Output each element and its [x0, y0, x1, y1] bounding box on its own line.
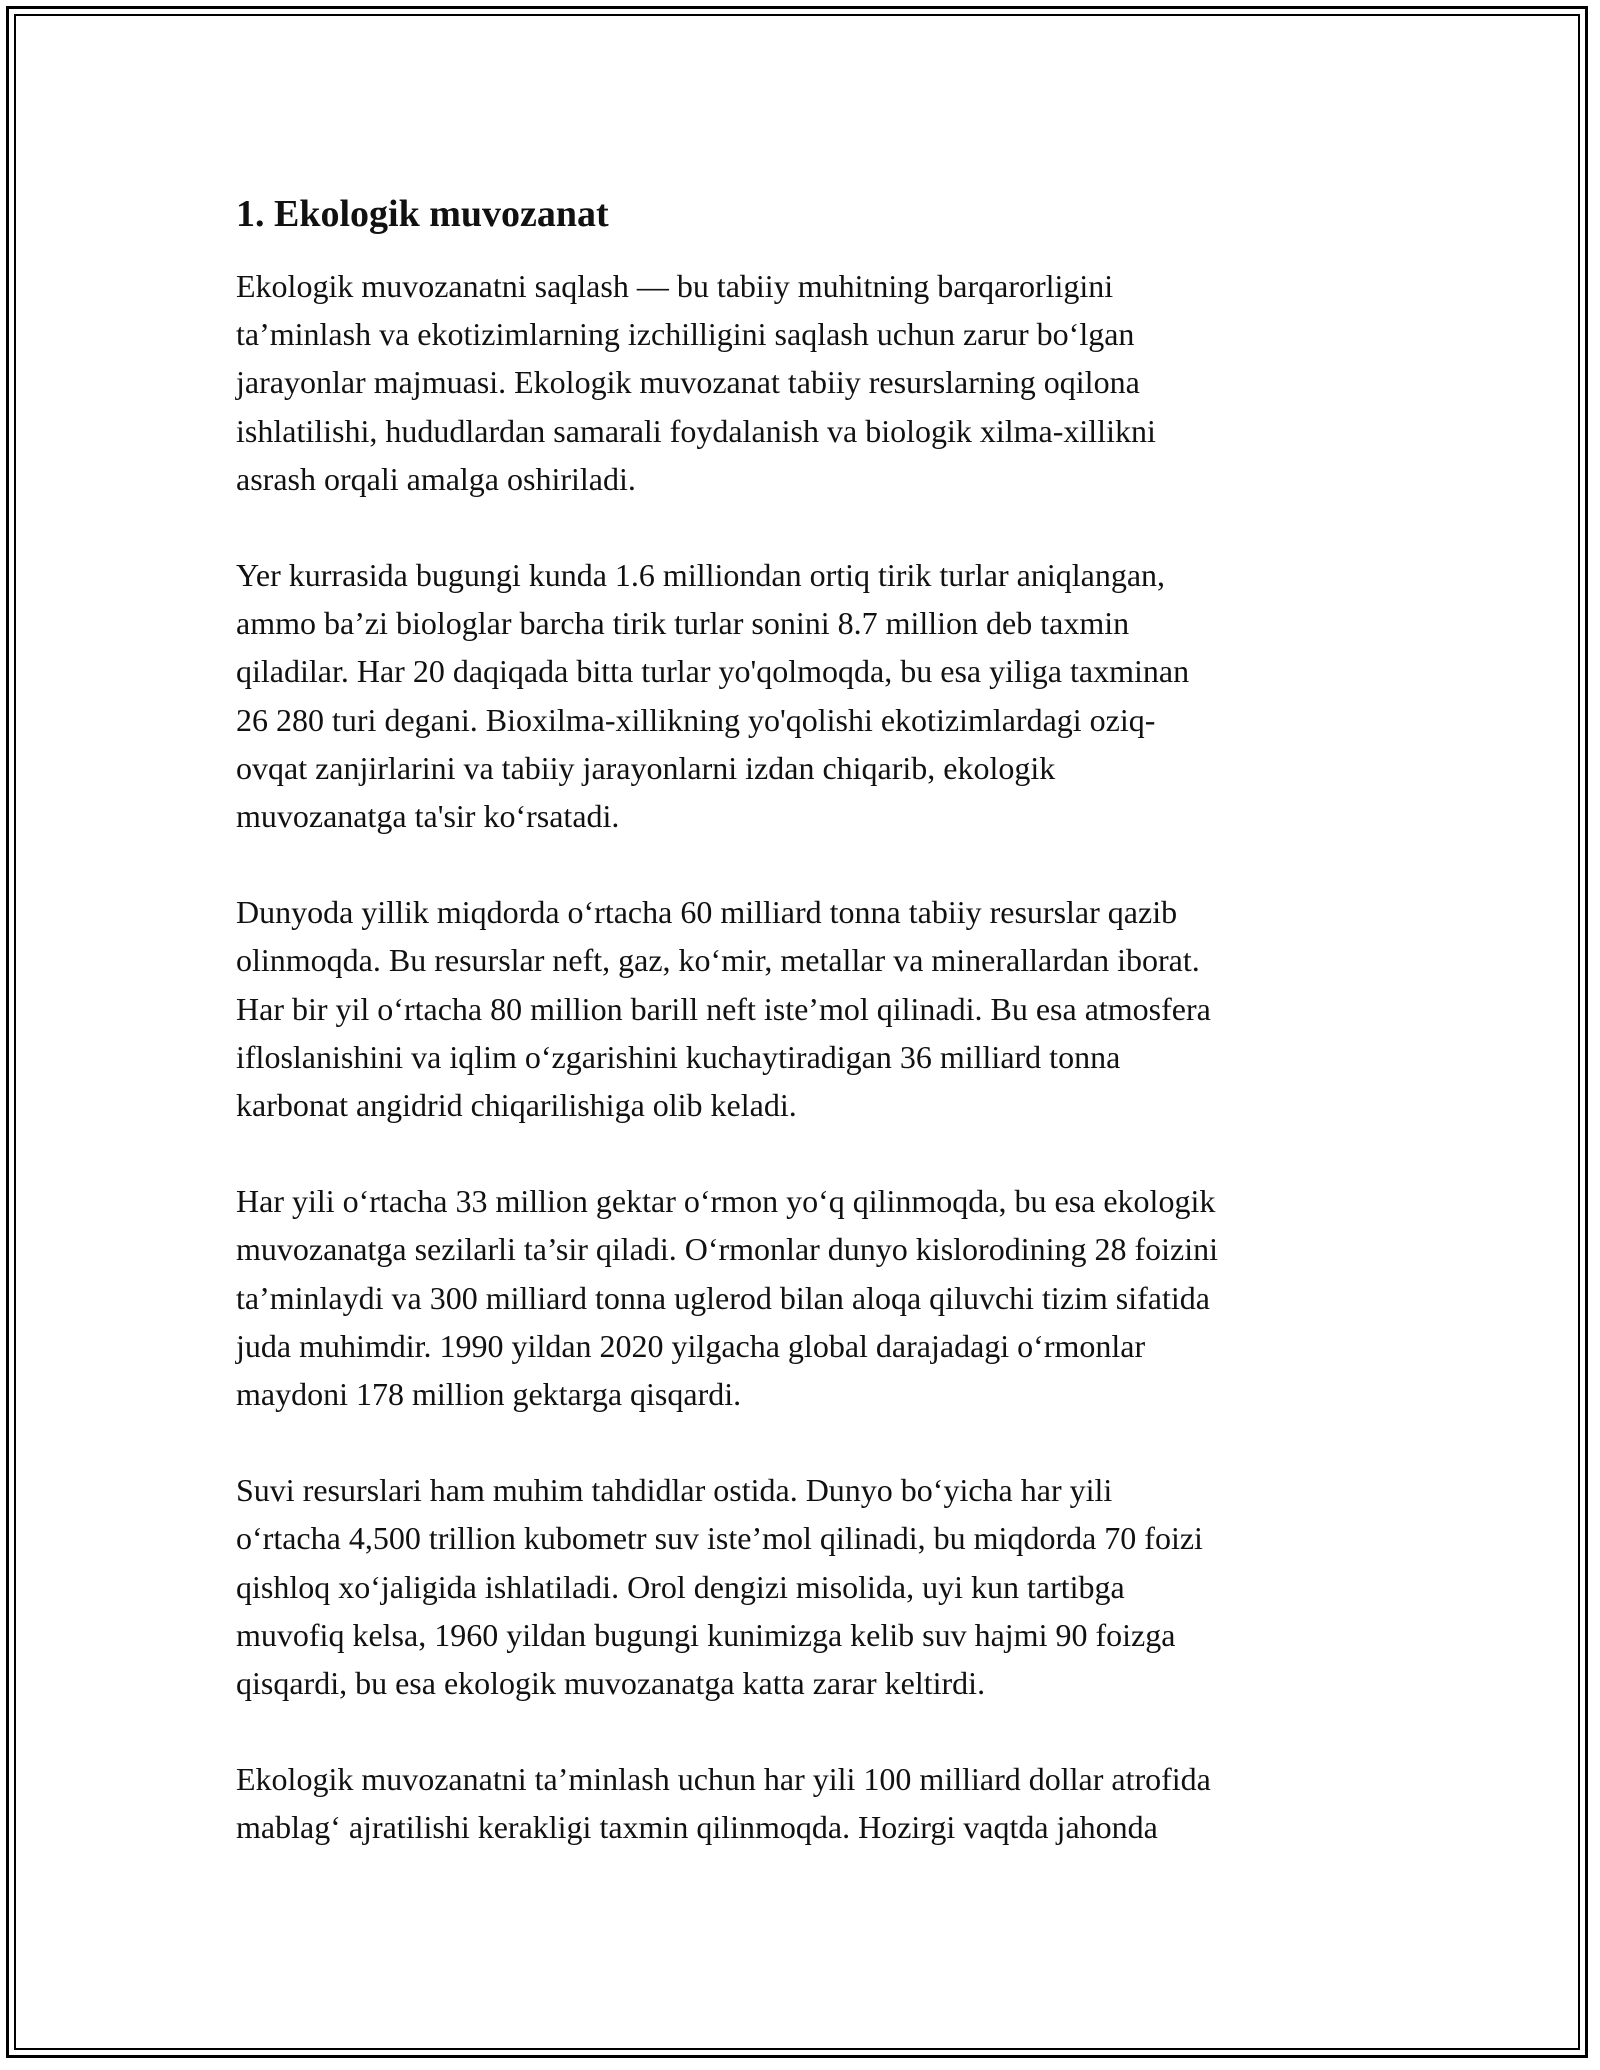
text-line: o‘rtacha 4,500 trillion kubometr suv iste’mol qilinadi, bu miqdorda 70 foizi: [236, 1520, 1203, 1557]
text-line: ta’minlash va ekotizimlarning izchilligini saqlash uchun zarur bo‘lgan: [236, 316, 1135, 353]
paragraph-water: [236, 1466, 1376, 1707]
text-line: qishloq xo‘jaligida ishlatiladi. Orol dengizi misolida, uyi kun tartibga: [236, 1568, 1125, 1605]
paragraph-forests: [236, 1177, 1376, 1418]
paragraph-funding: [236, 1755, 1376, 1851]
text-line: mablag‘ ajratilishi kerakligi taxmin qilinmoqda. Hozirgi vaqtda jahonda: [236, 1809, 1158, 1846]
text-line: muvozanatga sezilarli ta’sir qiladi. O‘rmonlar dunyo kislorodining 28 foizini: [236, 1231, 1218, 1268]
text-line: ifloslanishini va iqlim o‘zgarishini kuchaytiradigan 36 milliard tonna: [236, 1038, 1121, 1075]
text-line: asrash orqali amalga oshiriladi.: [236, 460, 636, 497]
text-line: ovqat zanjirlarini va tabiiy jarayonlarni izdan chiqarib, ekologik: [236, 749, 1056, 786]
text-line: qiladilar. Har 20 daqiqada bitta turlar yo'qolmoqda, bu esa yiliga taxminan: [236, 653, 1190, 690]
text-line: karbonat angidrid chiqarilishiga olib keladi.: [236, 1087, 797, 1124]
text-line: 26 280 turi degani. Bioxilma-xillikning yo'qolishi ekotizimlardagi oziq-: [236, 701, 1156, 738]
section-heading: 1. Ekologik muvozanat: [236, 193, 609, 235]
text-line: ishlatilishi, hududlardan samarali foydalanish va biologik xilma-xillikni: [236, 412, 1156, 449]
text-line: Dunyoda yillik miqdorda o‘rtacha 60 milliard tonna tabiiy resurslar qazib: [236, 894, 1178, 931]
paragraph-resources: [236, 888, 1376, 1129]
text-line: Suvi resurslari ham muhim tahdidlar ostida. Dunyo bo‘yicha har yili: [236, 1472, 1113, 1509]
text-line: qisqardi, bu esa ekologik muvozanatga katta zarar keltirdi.: [236, 1665, 986, 1702]
text-line: Har yili o‘rtacha 33 million gektar o‘rmon yo‘q qilinmoqda, bu esa ekologik: [236, 1183, 1216, 1220]
document-body: [236, 186, 1376, 1900]
text-line: ammo ba’zi biologlar barcha tirik turlar sonini 8.7 million deb taxmin: [236, 605, 1130, 642]
text-line: jarayonlar majmuasi. Ekologik muvozanat tabiiy resurslarning oqilona: [236, 364, 1140, 401]
text-line: maydoni 178 million gektarga qisqardi.: [236, 1376, 742, 1413]
text-line: olinmoqda. Bu resurslar neft, gaz, ko‘mir, metallar va minerallardan iborat.: [236, 942, 1200, 979]
text-line: muvofiq kelsa, 1960 yildan bugungi kunimizga kelib suv hajmi 90 foizga: [236, 1616, 1176, 1653]
paragraph-species: [236, 551, 1376, 840]
paragraph-intro: [236, 262, 1376, 503]
text-line: Yer kurrasida bugungi kunda 1.6 milliondan ortiq tirik turlar aniqlangan,: [236, 557, 1166, 594]
text-line: juda muhimdir. 1990 yildan 2020 yilgacha global darajadagi o‘rmonlar: [236, 1327, 1146, 1364]
text-line: ta’minlaydi va 300 milliard tonna uglerod bilan aloqa qiluvchi tizim sifatida: [236, 1279, 1210, 1316]
text-line: muvozanatga ta'sir ko‘rsatadi.: [236, 798, 620, 835]
text-line: Har bir yil o‘rtacha 80 million barill neft iste’mol qilinadi. Bu esa atmosfera: [236, 990, 1211, 1027]
text-line: Ekologik muvozanatni saqlash — bu tabiiy muhitning barqarorligini: [236, 268, 1114, 304]
text-line: Ekologik muvozanatni ta’minlash uchun har yili 100 milliard dollar atrofida: [236, 1761, 1211, 1798]
